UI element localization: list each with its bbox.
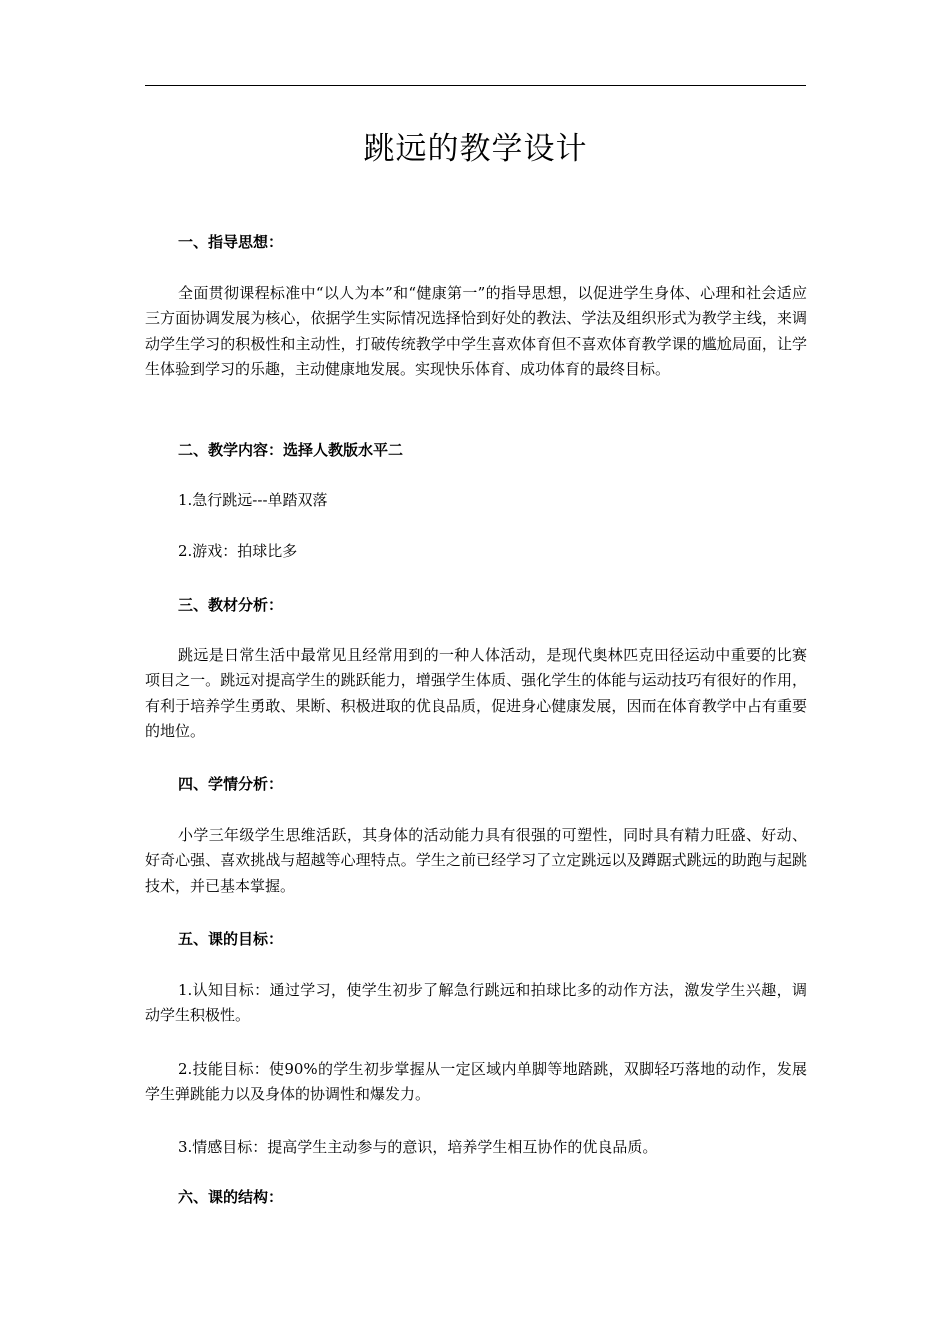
section-heading-material-analysis: 三、教材分析： xyxy=(178,596,284,614)
header-rule xyxy=(145,85,806,86)
list-item-content-1: 1.急行跳远---单踏双落 xyxy=(178,491,328,509)
document-title: 跳远的教学设计 xyxy=(363,131,588,167)
section-heading-structure: 六、课的结构： xyxy=(178,1188,284,1206)
paragraph-student-analysis: 小学三年级学生思维活跃，其身体的活动能力具有很强的可塑性，同时具有精力旺盛、好动、好奇心强、喜欢挑战与超越等心理特点。学生之前已经学习了立定跳远以及蹲踞式跳远的助跑与起跳技术，并已基本掌握。 xyxy=(145,826,807,895)
section-heading-student-analysis: 四、学情分析： xyxy=(178,775,284,793)
paragraph-guiding-idea: 全面贯彻课程标准中“以人为本”和“健康第一”的指导思想，以促进学生身体、心理和社会适应三方面协调发展为核心，依据学生实际情况选择恰到好处的教法、学法及组织形式为教学主线，来调动学生学习的积极性和主动性，打破传统教学中学生喜欢体育但不喜欢体育教学课的尴尬局面，让学生体验到学习的乐趣，主动健康地发展。实现快乐体育、成功体育的最终目标。 xyxy=(145,284,807,378)
paragraph-material-analysis: 跳远是日常生活中最常见且经常用到的一种人体活动，是现代奥林匹克田径运动中重要的比赛项目之一。跳远对提高学生的跳跃能力，增强学生体质、强化学生的体能与运动技巧有很好的作用，有利于培养学生勇敢、果断、积极进取的优良品质，促进身心健康发展，因而在体育教学中占有重要的地位。 xyxy=(145,646,807,740)
section-heading-content: 二、教学内容：选择人教版水平二 xyxy=(178,441,404,459)
list-item-content-2: 2.游戏：拍球比多 xyxy=(178,542,298,560)
paragraph-goal-affective: 3.情感目标：提高学生主动参与的意识，培养学生相互协作的优良品质。 xyxy=(178,1138,658,1156)
section-heading-goals: 五、课的目标： xyxy=(178,930,284,948)
section-heading-guiding-idea: 一、指导思想： xyxy=(178,233,284,251)
paragraph-goal-cognitive: 1.认知目标：通过学习，使学生初步了解急行跳远和拍球比多的动作方法，激发学生兴趣，调动学生积极性。 xyxy=(145,981,807,1025)
paragraph-goal-skill: 2.技能目标：使90%的学生初步掌握从一定区域内单脚等地踏跳，双脚轻巧落地的动作，发展学生弹跳能力以及身体的协调性和爆发力。 xyxy=(145,1060,807,1104)
